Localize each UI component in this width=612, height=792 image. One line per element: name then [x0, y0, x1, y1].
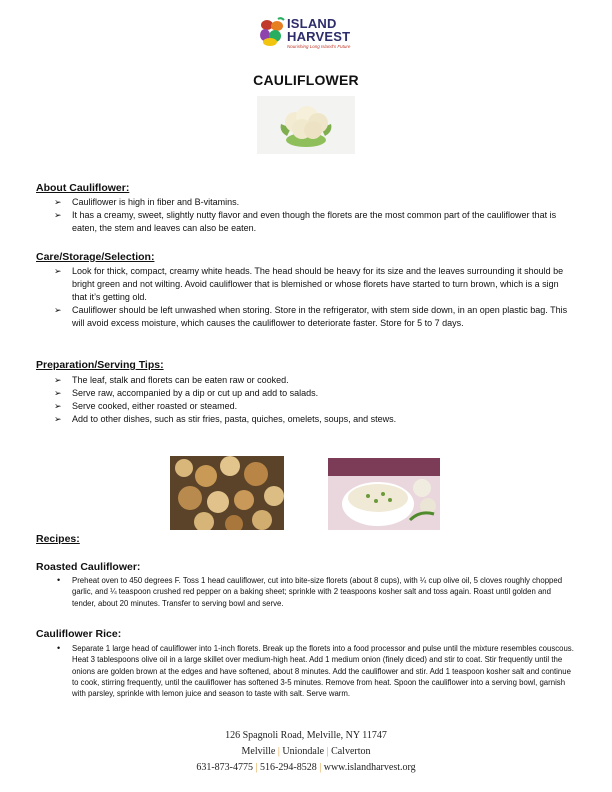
- separator: |: [326, 746, 329, 757]
- roasted-cauliflower-recipe: [54, 575, 576, 609]
- list-item: ➢ It has a creamy, sweet, slightly nutty flavor and even though the florets are the most common part of the cauliflower that is eaten, the stem and leaves can also be eaten.: [54, 210, 557, 233]
- logo-word-island: ISLAND: [287, 16, 337, 31]
- prep-list: [54, 374, 576, 426]
- about-list: [54, 196, 576, 235]
- footer-locations: [0, 746, 612, 757]
- recipes-heading: Recipes:: [36, 533, 80, 545]
- separator: |: [255, 762, 258, 773]
- arrow-bullet-icon: ➢: [54, 197, 62, 207]
- logo-tagline: Nourishing Long Island's Future: [287, 44, 351, 49]
- island-harvest-logo[interactable]: [258, 15, 358, 57]
- arrow-bullet-icon: ➢: [54, 401, 62, 411]
- produce-basket-icon: [258, 17, 286, 47]
- footer-contact: [0, 762, 612, 773]
- arrow-bullet-icon: ➢: [54, 388, 62, 398]
- separator: |: [319, 762, 322, 773]
- list-item: • Separate 1 large head of cauliflower into 1-inch florets. Break up the florets into a food processor and pulse until the mixture resembles couscous. Heat 3 tablespoons olive oil in a large skillet over medium-high heat. Add 1 medium onion (finely diced) and stir to coat. Stir frequently until the onions are golden brown at the edges and have softened, about 8 minutes. Add the cauliflower and stir. Add 1 teaspoon kosher salt and continue to cook, stirring frequently, until the cauliflower has softened 3-5 minutes. Remove from heat. Spoon the cauliflower into a serving bowl, garnish with parsley, sprinkle with lemon juice and season to taste with salt. Serve warm.: [57, 643, 574, 699]
- list-item: ➢ Add to other dishes, such as stir fries, pasta, quiches, omelets, soups, and stews.: [54, 414, 397, 424]
- bullet-dot-icon: •: [57, 575, 61, 585]
- cauliflower-rice-recipe: [54, 643, 576, 699]
- arrow-bullet-icon: ➢: [54, 266, 62, 276]
- arrow-bullet-icon: ➢: [54, 414, 62, 424]
- website-link[interactable]: www.islandharvest.org: [323, 762, 416, 773]
- list-item: ➢ Serve raw, accompanied by a dip or cut up and add to salads.: [54, 388, 319, 398]
- prep-heading: Preparation/Serving Tips:: [36, 359, 164, 371]
- list-item: • Preheat oven to 450 degrees F. Toss 1 head cauliflower, cut into bite-size florets (about 8 cups), with ¼ cup olive oil, 5 cloves roughly chopped garlic, and ¼ teaspoon crushed red pepper on a baking sheet; sprinkle with 2 teaspoons kosher salt and toss again. Roast until golden and tender, about 20 minutes. Transfer to serving bowl and serve.: [57, 575, 563, 608]
- roasted-cauliflower-image: [170, 456, 284, 530]
- location-uniondale: Uniondale: [282, 746, 325, 757]
- list-item: ➢ Look for thick, compact, creamy white heads. The head should be heavy for its size and the leaves surrounding it should be bright green and not wilting. Avoid cauliflower that is blemished or whose florets have started to turn brown, which is a sign that it’s getting old.: [54, 266, 564, 302]
- arrow-bullet-icon: ➢: [54, 375, 62, 385]
- location-calverton: Calverton: [331, 746, 371, 757]
- logo-word-harvest: HARVEST: [287, 29, 351, 44]
- arrow-bullet-icon: ➢: [54, 210, 62, 220]
- care-heading: Care/Storage/Selection:: [36, 251, 155, 263]
- roasted-cauliflower-title: Roasted Cauliflower:: [36, 561, 141, 573]
- separator: |: [277, 746, 280, 757]
- cauliflower-rice-image: [328, 458, 440, 530]
- footer-address: 126 Spagnoli Road, Melville, NY 11747: [225, 730, 387, 741]
- bullet-dot-icon: •: [57, 643, 61, 653]
- list-item: ➢ Cauliflower is high in fiber and B-vitamins.: [54, 197, 240, 207]
- phone-number-2[interactable]: 516-294-8528: [260, 762, 317, 773]
- page-title: CAULIFLOWER: [253, 72, 359, 88]
- list-item: ➢ Serve cooked, either roasted or steamed.: [54, 401, 238, 411]
- care-list: [54, 265, 576, 330]
- cauliflower-rice-title: Cauliflower Rice:: [36, 628, 122, 640]
- list-item: ➢ The leaf, stalk and florets can be eaten raw or cooked.: [54, 375, 289, 385]
- arrow-bullet-icon: ➢: [54, 305, 62, 315]
- about-heading: About Cauliflower:: [36, 182, 130, 194]
- phone-number-1[interactable]: 631-873-4775: [196, 762, 254, 773]
- cauliflower-head-image: [257, 96, 355, 154]
- location-melville: Melville: [241, 746, 276, 757]
- list-item: ➢ Cauliflower should be left unwashed when storing. Store in the refrigerator, with stem side down, in an open plastic bag. This will avoid excess moisture, which causes the cauliflower to deteriorate faster. Store for 5 to 7 days.: [54, 305, 568, 328]
